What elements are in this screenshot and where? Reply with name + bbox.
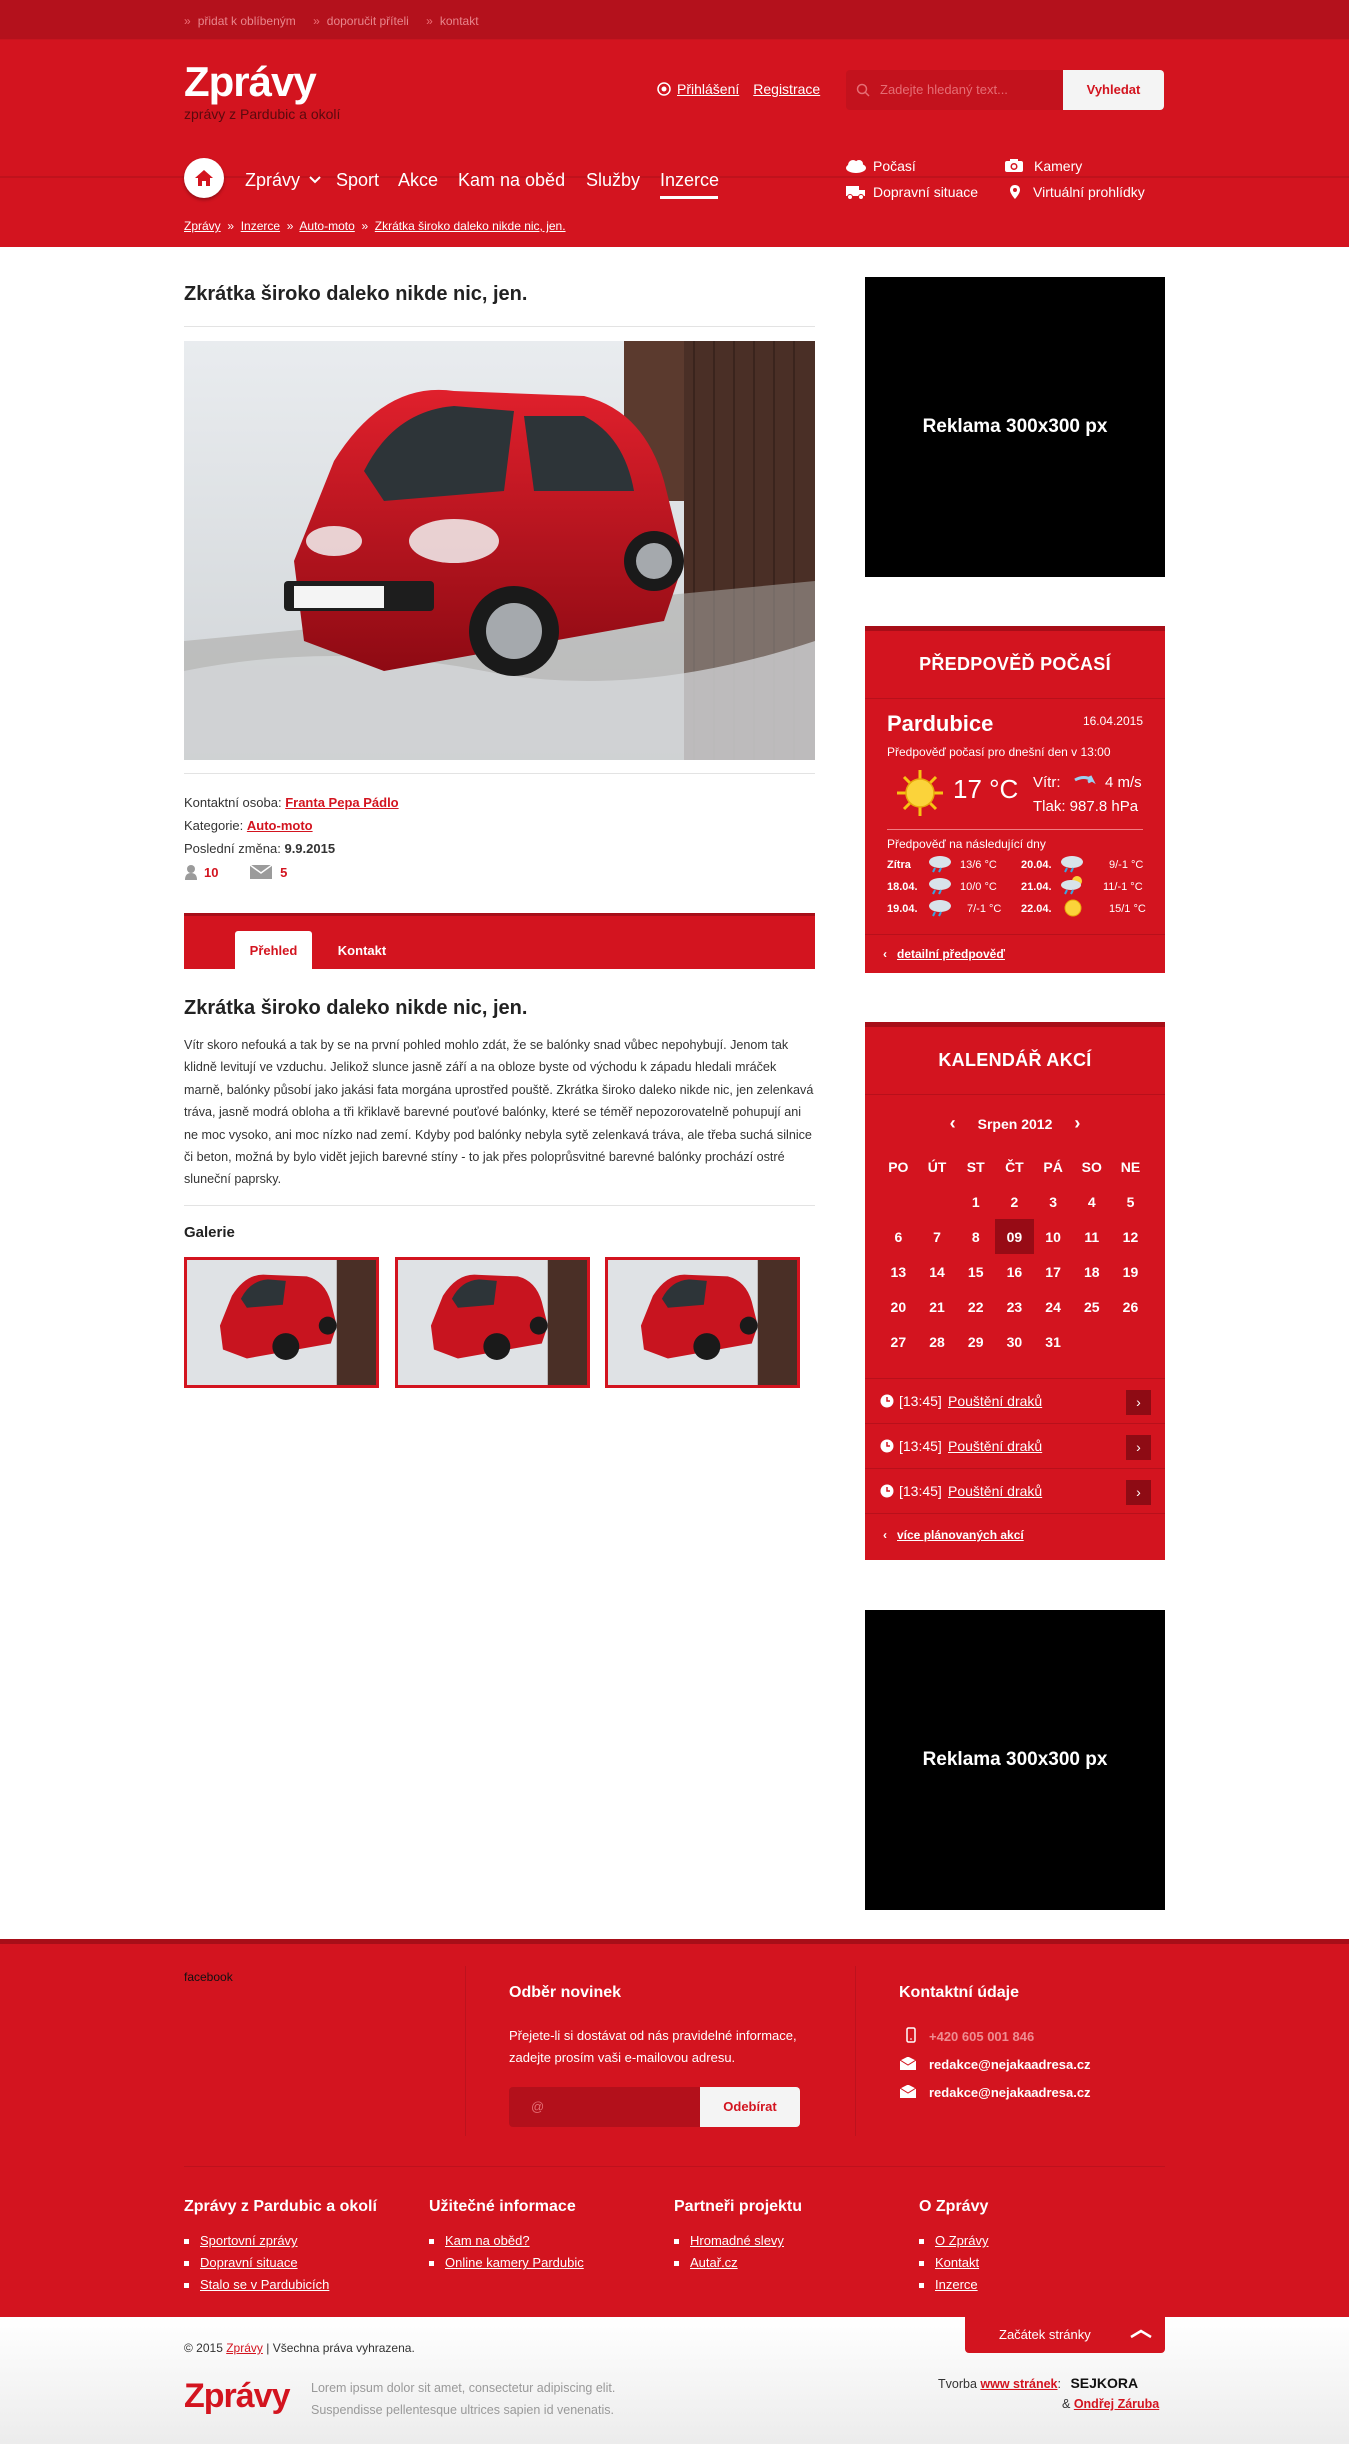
footer bbox=[0, 1939, 1349, 2317]
weather-forecast-time: Předpověď počasí pro dnešní den v 13:00 bbox=[887, 745, 1111, 759]
calendar-day[interactable]: 3 bbox=[1049, 1193, 1057, 1210]
map-pin-icon bbox=[1009, 184, 1021, 200]
chevron-right-icon[interactable]: › bbox=[1126, 1435, 1151, 1460]
calendar-title: KALENDÁŘ AKCÍ bbox=[865, 1027, 1165, 1095]
login-link[interactable]: Přihlášení bbox=[677, 81, 740, 97]
weather-detail-label: detailní předpověď bbox=[897, 947, 1005, 961]
calendar-weekdays bbox=[879, 1149, 1150, 1184]
newsletter-text: Přejete-li si dostávat od nás pravidelné informace, zadejte prosím vaši e-mailovou adresu. bbox=[509, 2028, 797, 2065]
back-to-top-button[interactable] bbox=[965, 2317, 1165, 2353]
advertisement[interactable]: Reklama 300x300 px bbox=[865, 1610, 1165, 1910]
calendar-day[interactable]: 6 bbox=[894, 1228, 903, 1245]
calendar-next-button[interactable]: › bbox=[1074, 1113, 1081, 1133]
calendar-week bbox=[879, 1219, 1150, 1254]
service-weather[interactable] bbox=[845, 158, 916, 174]
search-button[interactable]: Vyhledat bbox=[1063, 70, 1164, 110]
envelope-icon bbox=[899, 2057, 917, 2071]
pressure-value: Tlak: 987.8 hPa bbox=[1033, 798, 1139, 815]
footer-link[interactable]: Online kamery Pardubic bbox=[429, 2252, 584, 2274]
footer-links bbox=[919, 2230, 988, 2296]
nav-item-zpravy[interactable]: Zprávy bbox=[245, 170, 321, 191]
weather-title: PŘEDPOVĚĎ POČASÍ bbox=[865, 631, 1165, 699]
footer-link[interactable]: Dopravní situace bbox=[184, 2252, 329, 2274]
article-subtitle: Zkrátka široko daleko nikde nic, jen. bbox=[184, 997, 528, 1019]
article-stats bbox=[184, 864, 287, 880]
forecast-day: 20.04. bbox=[1021, 859, 1052, 871]
copyright-text: | Všechna práva vyhrazena. bbox=[266, 2341, 415, 2355]
calendar-day[interactable]: 11 bbox=[1084, 1228, 1100, 1245]
car-thumbnail-image bbox=[608, 1260, 797, 1385]
footer-logo[interactable]: Zprávy bbox=[184, 2377, 290, 2415]
divider bbox=[887, 829, 1143, 830]
gallery-title: Galerie bbox=[184, 1224, 235, 1241]
calendar-grid bbox=[879, 1149, 1150, 1359]
event-item[interactable] bbox=[865, 1423, 1165, 1468]
category-link[interactable]: Auto-moto bbox=[246, 818, 313, 833]
breadcrumb-item[interactable]: Auto-moto bbox=[299, 219, 355, 233]
service-weather-label: Počasí bbox=[873, 158, 916, 174]
chevron-right-icon[interactable]: › bbox=[1126, 1480, 1151, 1505]
calendar-week bbox=[879, 1254, 1150, 1289]
footer-link[interactable]: O Zprávy bbox=[919, 2230, 988, 2252]
gallery-thumbnail[interactable] bbox=[395, 1257, 590, 1388]
event-time: [13:45] bbox=[899, 1483, 942, 1499]
events-calendar bbox=[865, 1022, 1165, 1560]
event-item[interactable] bbox=[865, 1378, 1165, 1423]
calendar-day[interactable]: 30 bbox=[1006, 1333, 1023, 1350]
calendar-day[interactable]: 16 bbox=[1006, 1263, 1023, 1280]
event-name[interactable]: Pouštění draků bbox=[948, 1438, 1043, 1454]
calendar-day[interactable]: 25 bbox=[1083, 1298, 1100, 1315]
car-thumbnail-image bbox=[398, 1260, 587, 1385]
calendar-day[interactable]: 27 bbox=[890, 1333, 907, 1350]
weekday: ST bbox=[966, 1158, 985, 1175]
calendar-day[interactable]: 12 bbox=[1122, 1228, 1139, 1245]
breadcrumb-current[interactable]: Zkrátka široko daleko nikde nic, jen. bbox=[374, 219, 566, 233]
current-temperature: 17 °C bbox=[953, 774, 1019, 804]
search-input[interactable] bbox=[846, 70, 1064, 110]
calendar-day[interactable] bbox=[879, 1184, 918, 1219]
envelope-icon bbox=[899, 2085, 917, 2099]
breadcrumb-item[interactable]: Zprávy bbox=[184, 219, 221, 233]
contact-phone[interactable]: +420 605 001 846 bbox=[929, 2029, 1035, 2044]
calendar-day[interactable]: 2 bbox=[1010, 1193, 1019, 1210]
newsletter-email-input[interactable] bbox=[509, 2087, 701, 2127]
contact-email[interactable]: redakce@nejakaadresa.cz bbox=[929, 2057, 1091, 2072]
car-photo bbox=[184, 341, 815, 760]
calendar-week bbox=[879, 1289, 1150, 1324]
wind-label: Vítr: bbox=[1033, 774, 1061, 791]
cloud-rain-icon bbox=[927, 875, 953, 895]
event-name[interactable]: Pouštění draků bbox=[948, 1393, 1043, 1409]
author-logo[interactable]: SEJKORA bbox=[1070, 2375, 1139, 2391]
footer-link[interactable]: Sportovní zprávy bbox=[184, 2230, 329, 2252]
envelope-icon bbox=[250, 865, 272, 879]
forecast-day: 19.04. bbox=[887, 903, 918, 915]
chevron-left-icon: ‹ bbox=[883, 1528, 887, 1542]
nav-active-indicator bbox=[660, 196, 718, 199]
nav-item-inzerce[interactable]: Inzerce bbox=[660, 170, 720, 190]
copyright-link[interactable]: Zprávy bbox=[226, 2341, 263, 2355]
top-link[interactable]: » přidat k oblíbeným bbox=[184, 14, 296, 28]
top-links bbox=[184, 14, 493, 28]
weekday: PO bbox=[888, 1158, 909, 1175]
article-text: Vítr skoro nefouká a tak by se na první pohled mohlo zdát, že se balónky snad vůbec nepohybují. Jenom tak klidně levitují ve vzduchu. Jelikož slunce jasně září a na obloze byste od východu k západu hledali mráček marně, balónky působí jako jakási fata morgána uprostřed pouště. Zkrátka široko daleko nikde nic, jen zelenkavá tráva, jasně modrá obloha a tři křiklavě barevné pouťové balónky, které se téměř nepozorovatelně pohupují ani ne moc vysoko, ani moc nízko nad zemí. Kdyby pod balónky nebyla sytě zelenkavá tráva, ale třeba suchá silnice či beton, možná by bylo vidět jejich barevné stíny - to jak přes poloprůsvitné barevné balónky prochází ostré sluneční paprsky. bbox=[184, 1038, 814, 1187]
footer-link[interactable]: Inzerce bbox=[919, 2274, 988, 2296]
made-by-label: Tvorba bbox=[938, 2377, 977, 2391]
divider bbox=[865, 1513, 1165, 1514]
back-to-top-label: Začátek stránky bbox=[999, 2327, 1091, 2342]
register-link[interactable]: Registrace bbox=[753, 81, 821, 97]
forecast-day: 18.04. bbox=[887, 881, 918, 893]
top-link[interactable]: » kontakt bbox=[426, 14, 479, 28]
site-logo[interactable]: Zprávy bbox=[184, 58, 316, 105]
cloud-rain-icon bbox=[1059, 853, 1085, 873]
weather-city: Pardubice bbox=[887, 711, 994, 736]
next-days-label: Předpověď na následující dny bbox=[887, 837, 1046, 851]
divider bbox=[465, 1966, 466, 2136]
auth-links bbox=[657, 81, 834, 97]
footer-col-title: Partneři projektu bbox=[674, 2198, 803, 2215]
more-events-label: více plánovaných akcí bbox=[897, 1528, 1024, 1542]
calendar-day[interactable]: 13 bbox=[890, 1263, 907, 1280]
nav-item-sluzby[interactable]: Služby bbox=[586, 170, 641, 190]
forecast-temp: 9/-1 °C bbox=[1109, 859, 1144, 871]
calendar-day[interactable]: 10 bbox=[1045, 1228, 1061, 1245]
copyright bbox=[184, 2341, 415, 2355]
author-link[interactable]: Ondřej Záruba bbox=[1073, 2397, 1160, 2411]
nav-item-sport[interactable]: Sport bbox=[336, 170, 380, 190]
more-events-link[interactable] bbox=[883, 1528, 1024, 1542]
calendar-day[interactable]: 31 bbox=[1045, 1333, 1061, 1350]
calendar-day[interactable]: 8 bbox=[971, 1228, 980, 1245]
contact-link[interactable]: Franta Pepa Pádlo bbox=[285, 795, 399, 810]
calendar-day[interactable]: 24 bbox=[1045, 1298, 1061, 1315]
clock-icon bbox=[880, 1439, 894, 1453]
tab-contact[interactable]: Kontakt bbox=[337, 943, 387, 958]
search-placeholder: Zadejte hledaný text... bbox=[880, 82, 1008, 97]
weekday: PÁ bbox=[1043, 1158, 1063, 1175]
event-name[interactable]: Pouštění draků bbox=[948, 1483, 1043, 1499]
calendar-day[interactable]: 19 bbox=[1122, 1263, 1139, 1280]
calendar-week bbox=[879, 1184, 1150, 1219]
top-bar bbox=[0, 0, 1349, 40]
gallery-thumbnail[interactable] bbox=[184, 1257, 379, 1388]
author bbox=[1062, 2397, 1159, 2411]
forecast-temp: 13/6 °C bbox=[960, 859, 997, 871]
calendar-day[interactable]: 29 bbox=[967, 1333, 984, 1350]
forecast-temp: 15/1 °C bbox=[1109, 903, 1146, 915]
forecast-temp: 10/0 °C bbox=[960, 881, 997, 893]
calendar-day[interactable]: 17 bbox=[1045, 1263, 1061, 1280]
event-item[interactable] bbox=[865, 1468, 1165, 1513]
calendar-day[interactable]: 4 bbox=[1087, 1193, 1096, 1210]
calendar-day[interactable]: 21 bbox=[929, 1298, 945, 1315]
category-label: Kategorie: bbox=[184, 818, 244, 833]
event-time: [13:45] bbox=[899, 1438, 942, 1454]
nav-item-akce[interactable]: Akce bbox=[398, 170, 439, 190]
nav-item-kam-na-obed[interactable]: Kam na oběd bbox=[458, 170, 566, 190]
forecast-day: 22.04. bbox=[1021, 903, 1052, 915]
footer-links bbox=[184, 2230, 329, 2296]
calendar-month-nav bbox=[865, 1113, 1165, 1134]
cloud-icon bbox=[845, 159, 867, 173]
footer-col-title: Zprávy z Pardubic a okolí bbox=[184, 2198, 377, 2215]
chevron-up-icon bbox=[1129, 2329, 1153, 2339]
footer-link[interactable]: Autař.cz bbox=[674, 2252, 784, 2274]
made-by-link[interactable]: www stránek bbox=[980, 2377, 1058, 2391]
weekday: ČT bbox=[1005, 1158, 1024, 1175]
calendar-day[interactable]: 20 bbox=[890, 1298, 907, 1315]
divider bbox=[865, 934, 1165, 935]
footer-link[interactable]: Stalo se v Pardubicích bbox=[184, 2274, 329, 2296]
facebook-widget[interactable]: facebook bbox=[184, 1970, 233, 1984]
forecast-day: Zítra bbox=[887, 859, 911, 871]
messages-count: 5 bbox=[280, 865, 288, 880]
sun-icon bbox=[895, 768, 945, 818]
home-icon bbox=[194, 168, 214, 188]
divider bbox=[855, 1966, 856, 2136]
search-icon bbox=[856, 83, 870, 97]
made-by: Tvorba www stránek: SEJKORA bbox=[938, 2375, 1139, 2391]
camera-icon bbox=[1004, 158, 1024, 173]
calendar-day[interactable]: 15 bbox=[967, 1263, 984, 1280]
calendar-day[interactable]: 7 bbox=[933, 1228, 941, 1245]
tab-overview[interactable]: Přehled bbox=[235, 931, 312, 971]
forecast-day: 21.04. bbox=[1021, 881, 1052, 893]
calendar-week bbox=[879, 1324, 1150, 1359]
service-cameras-label: Kamery bbox=[1034, 158, 1083, 174]
cloud-rain-icon bbox=[927, 853, 953, 873]
calendar-day-today[interactable]: 09 bbox=[995, 1219, 1034, 1254]
wind-icon bbox=[1074, 774, 1096, 788]
calendar-prev-button[interactable]: ‹ bbox=[949, 1113, 956, 1133]
views-count: 10 bbox=[204, 865, 219, 880]
calendar-day[interactable]: 14 bbox=[929, 1263, 945, 1280]
newsletter-title: Odběr novinek bbox=[509, 1984, 622, 2001]
footer-link[interactable]: Hromadné slevy bbox=[674, 2230, 784, 2252]
author-and: & bbox=[1062, 2397, 1071, 2411]
site-tagline: zprávy z Pardubic a okolí bbox=[184, 106, 341, 122]
chevron-left-icon: ‹ bbox=[883, 947, 887, 961]
weather-detail-link[interactable] bbox=[883, 947, 1005, 961]
contact-person bbox=[184, 795, 399, 810]
sun-icon bbox=[1063, 898, 1083, 918]
calendar-day[interactable]: 23 bbox=[1006, 1298, 1023, 1315]
event-time: [13:45] bbox=[899, 1393, 942, 1409]
weather-date: 16.04.2015 bbox=[1082, 714, 1143, 728]
home-button[interactable] bbox=[184, 158, 224, 198]
footer-links bbox=[429, 2230, 584, 2274]
footer-links bbox=[674, 2230, 784, 2274]
user-icon bbox=[184, 864, 198, 880]
weekday: NE bbox=[1120, 1158, 1141, 1175]
contact-label: Kontaktní osoba: bbox=[184, 795, 282, 810]
weekday: SO bbox=[1081, 1158, 1102, 1175]
cloud-rain-icon bbox=[927, 897, 953, 917]
calendar-day[interactable] bbox=[918, 1184, 957, 1219]
clock-icon bbox=[880, 1484, 894, 1498]
clock-icon bbox=[880, 1394, 894, 1408]
category bbox=[184, 818, 313, 833]
gallery-thumbnail[interactable] bbox=[605, 1257, 800, 1388]
phone-icon bbox=[906, 2027, 916, 2043]
calendar-day[interactable]: 28 bbox=[929, 1333, 945, 1350]
newsletter-subscribe-button[interactable]: Odebírat bbox=[700, 2087, 800, 2127]
calendar-day[interactable]: 1 bbox=[971, 1193, 980, 1210]
last-change-label: Poslední změna: bbox=[184, 841, 281, 856]
service-cameras[interactable] bbox=[1004, 158, 1082, 174]
newsletter-placeholder: @ bbox=[531, 2099, 545, 2114]
forecast-temp: 7/-1 °C bbox=[967, 903, 1002, 915]
footer-link[interactable]: Kontakt bbox=[919, 2252, 988, 2274]
breadcrumb: Zprávy » Inzerce » Auto-moto » Zkrátka široko daleko nikde nic, jen. bbox=[184, 219, 566, 233]
last-change-value: 9.9.2015 bbox=[284, 841, 336, 856]
last-change bbox=[184, 841, 335, 856]
main-photo[interactable] bbox=[184, 341, 815, 760]
footer-col-title: Užitečné informace bbox=[429, 2198, 576, 2215]
calendar-month: Srpen 2012 bbox=[977, 1116, 1053, 1132]
contact-title: Kontaktní údaje bbox=[899, 1984, 1020, 2001]
weather-widget bbox=[865, 626, 1165, 973]
bottom-bar bbox=[0, 2317, 1349, 2444]
page-title: Zkrátka široko daleko nikde nic, jen. bbox=[184, 283, 528, 305]
forecast-temp: 11/-1 °C bbox=[1103, 881, 1143, 893]
truck-icon bbox=[845, 184, 867, 200]
sun-cloud-rain-icon bbox=[1059, 875, 1085, 895]
divider bbox=[184, 326, 815, 327]
service-virtual-tours-label: Virtuální prohlídky bbox=[1033, 184, 1145, 200]
footer-lorem-1: Lorem ipsum dolor sit amet, consectetur adipiscing elit. bbox=[311, 2381, 616, 2395]
divider bbox=[184, 2166, 1165, 2167]
top-link[interactable]: » doporučit příteli bbox=[313, 14, 409, 28]
footer-lorem-2: Suspendisse pellentesque ultrices sapien id venenatis. bbox=[311, 2403, 614, 2417]
advertisement[interactable]: Reklama 300x300 px bbox=[865, 277, 1165, 577]
calendar-day[interactable]: 22 bbox=[967, 1298, 984, 1315]
calendar-day[interactable] bbox=[1072, 1324, 1111, 1359]
footer-col-title: O Zprávy bbox=[919, 2198, 989, 2215]
chevron-down-icon bbox=[309, 176, 321, 184]
weekday: ÚT bbox=[927, 1158, 947, 1175]
calendar-day[interactable]: 26 bbox=[1122, 1298, 1139, 1315]
divider bbox=[184, 1205, 815, 1206]
login-icon bbox=[657, 82, 671, 96]
breadcrumb-item[interactable]: Inzerce bbox=[240, 219, 281, 233]
service-traffic[interactable] bbox=[845, 184, 978, 200]
contact-email[interactable]: redakce@nejakaadresa.cz bbox=[929, 2085, 1091, 2100]
footer-link[interactable]: Kam na oběd? bbox=[429, 2230, 584, 2252]
chevron-right-icon[interactable]: › bbox=[1126, 1390, 1151, 1415]
wind-value: 4 m/s bbox=[1105, 774, 1142, 791]
calendar-day[interactable]: 5 bbox=[1126, 1193, 1135, 1210]
service-traffic-label: Dopravní situace bbox=[873, 184, 979, 200]
calendar-day[interactable] bbox=[1111, 1324, 1150, 1359]
car-thumbnail-image bbox=[187, 1260, 376, 1385]
calendar-day[interactable]: 18 bbox=[1083, 1263, 1100, 1280]
divider bbox=[184, 773, 815, 774]
service-virtual-tours[interactable] bbox=[1009, 184, 1145, 200]
copyright-year: © 2015 bbox=[184, 2341, 223, 2355]
